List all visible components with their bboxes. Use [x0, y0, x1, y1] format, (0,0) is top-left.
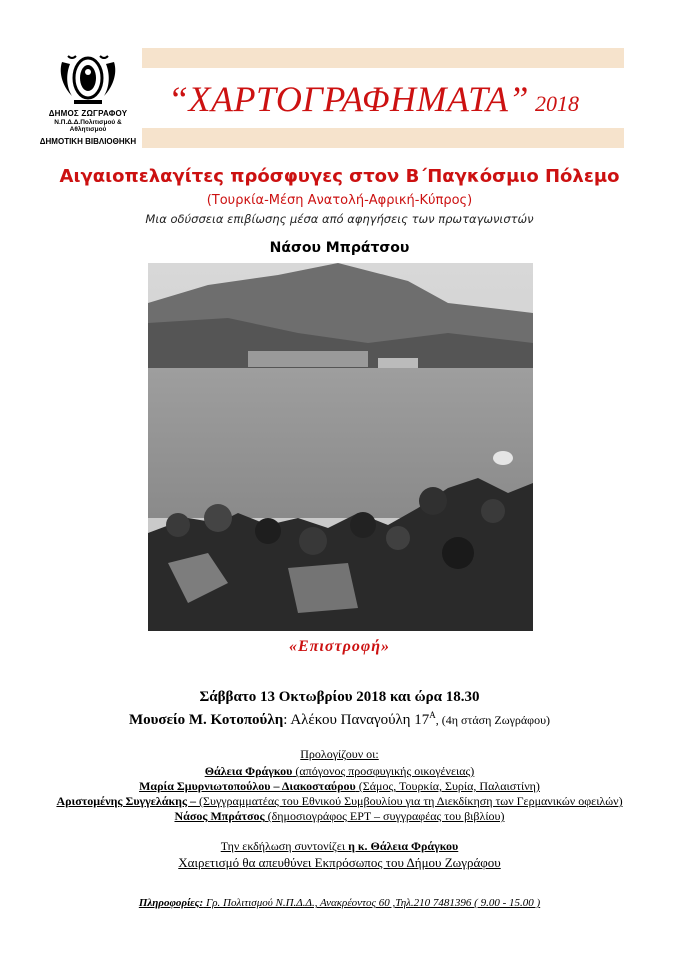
- event-regions: (Τουρκία-Μέση Ανατολή-Αφρική-Κύπρος): [206, 193, 473, 208]
- greeting: Χαιρετισμό θα απευθύνει Εκπρόσωπος του Δήμου Ζωγράφου: [178, 855, 501, 870]
- info-line: Πληροφορίες: Γρ. Πολιτισμού Ν.Π.Δ.Δ., Ανακρέοντος 60 ,Τηλ.210 7481396 ( 9.00 - 15.00 ): [138, 897, 541, 909]
- event-venue: [0, 710, 679, 729]
- header-band-top: [142, 48, 624, 68]
- venue-address: : Αλέκου Παναγούλη 17: [283, 712, 430, 728]
- event-tagline: Μια οδύσσεια επιβίωσης μέσα από αφηγήσεις των πρωταγωνιστών: [145, 212, 534, 226]
- venue-name: Μουσείο Μ. Κοτοπούλη: [128, 712, 284, 728]
- logo-line-2: Ν.Π.Δ.Δ.Πολιτισμού & Αθλητισμού: [54, 119, 122, 133]
- event-date: Σάββατο 13 Οκτωβρίου 2018 και ώρα 18.30: [199, 689, 480, 705]
- venue-address-sup: Α: [429, 710, 436, 720]
- historical-photo: [148, 263, 533, 631]
- venue-note: , (4η στάση Ζωγράφου): [435, 713, 551, 727]
- speaker-3: Αριστομένης Συγγελάκης – (Συγγραμματέας του Εθνικού Συμβουλίου για τη Διεκδίκηση των Γερμανικών οφειλών): [56, 794, 623, 808]
- page-title: [168, 78, 628, 120]
- speakers-heading: Προλογίζουν οι:: [300, 747, 379, 761]
- coordination: Την εκδήλωση συντονίζει η κ. Θάλεια Φράγκου: [220, 839, 459, 853]
- municipality-logo: [36, 52, 140, 146]
- speaker-4: Νάσος Μπράτσος (δημοσιογράφος ΕΡΤ – συγγραφέας του βιβλίου): [174, 809, 505, 823]
- author-name: Νάσου Μπράτσου: [269, 240, 410, 256]
- logo-line-3: ΔΗΜΟΤΙΚΗ ΒΙΒΛΙΟΘΗΚΗ: [39, 137, 137, 146]
- logo-line-1: ΔΗΜΟΣ ΖΩΓΡΑΦΟΥ: [48, 109, 128, 118]
- speaker-1: Θάλεια Φράγκου (απόγονος προσφυγικής οικογένειας): [204, 764, 475, 778]
- crest-icon: [56, 52, 120, 108]
- title-year: 2018: [535, 91, 580, 116]
- photo-caption: «Επιστροφή»: [289, 638, 390, 655]
- speaker-2: Μαρία Σμυρνιωτοπούλου – Διακοσταύρου (Σάμος, Τουρκία, Συρία, Παλαιστίνη): [139, 779, 540, 793]
- title-text: “ΧΑΡΤΟΓΡΑΦΗΜΑΤΑ”: [168, 79, 530, 119]
- event-subtitle: Αιγαιοπελαγίτες πρόσφυγες στον Β΄Παγκόσμιο Πόλεμο: [59, 166, 620, 187]
- header-band-bottom: [142, 128, 624, 148]
- photo-image: [148, 263, 533, 631]
